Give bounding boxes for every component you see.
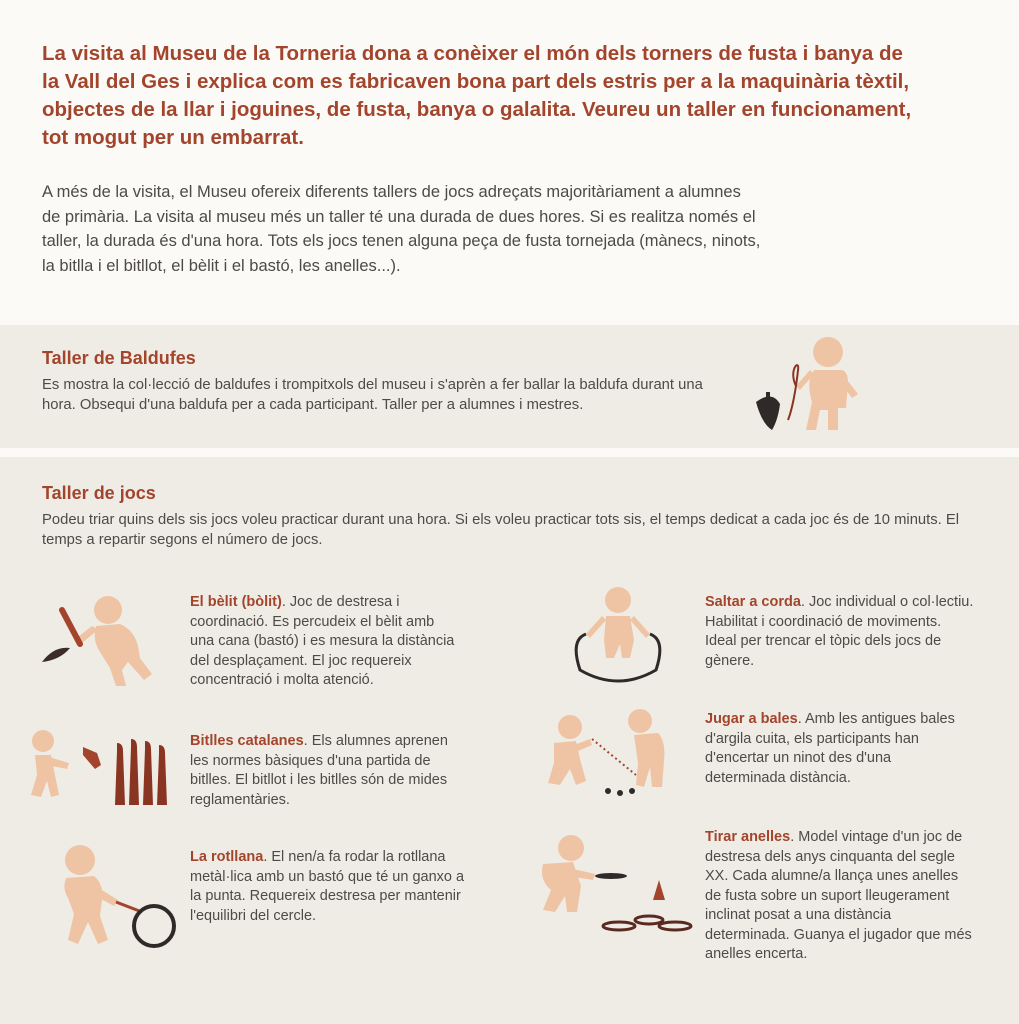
game-belit-text: . Joc de destresa i coordinació. Es percudeix el bèlit amb una cana (bastó) i es mesura la distància del desplaçament. El joc requereix concentració i molta atenció.: [190, 594, 455, 688]
game-corda-name: Saltar a corda: [705, 594, 801, 610]
game-anelles: [705, 828, 975, 965]
game-anelles-name: Tirar anelles: [705, 829, 791, 845]
game-bales-name: Jugar a bales: [705, 711, 798, 727]
rotllana-player-icon: [42, 840, 182, 960]
spinning-top-figure-icon: [748, 330, 878, 440]
intro-paragraph: A més de la visita, el Museu ofereix diferents tallers de jocs adreçats majoritàriament a alumnes de primària. La visita al museu més un taller té una durada de dues hores. Si es realitza només el taller, la durada és d'una hora. Tots els jocs tenen alguna peça de fusta tornejada (mànecs, ninots, la bitlla i el bitllot, el bèlit i el bastó, les anelles...).: [42, 183, 761, 275]
game-bales-text: . Amb les antigues bales d'argila cuita, els participants han d'encertar un ninot des d'una determinada distància.: [705, 711, 955, 786]
game-bales: [705, 710, 975, 788]
game-belit: [190, 593, 460, 691]
bitlles-player-icon: [25, 725, 175, 815]
game-bitlles-name: Bitlles catalanes: [190, 733, 304, 749]
game-rotllana: [190, 848, 470, 926]
game-belit-name: El bèlit (bòlit): [190, 594, 282, 610]
tirar-anelles-player-icon: [525, 830, 705, 940]
belit-player-icon: [40, 590, 180, 690]
baldufes-body: Es mostra la col·lecció de baldufes i trompitxols del museu i s'aprèn a fer ballar la baldufa durant una hora. Obsequi d'una baldufa per a cada participant. Taller per a alumnes i mestres.: [42, 377, 703, 413]
game-anelles-text: . Model vintage d'un joc de destresa dels anys cinquanta del segle XX. Cada alumne/a llança unes anelles de fusta sobre un suport lleugerament inclinat posat a una distància determinada. Guanya el jugador que més anelles encerta.: [705, 829, 972, 962]
saltar-corda-player-icon: [570, 580, 670, 690]
game-bitlles: [190, 732, 460, 810]
jugar-bales-players-icon: [540, 705, 690, 805]
game-corda: [705, 593, 975, 671]
jocs-title: Taller de jocs: [42, 483, 156, 503]
game-rotllana-text: . El nen/a fa rodar la rotllana metàl·lica amb un bastó que té un ganxo a la punta. Requereix destresa per mantenir l'equilibri del cercle.: [190, 849, 465, 924]
game-rotllana-name: La rotllana: [190, 849, 264, 865]
game-corda-text: . Joc individual o col·lectiu. Habilitat i coordinació de moviments. Ideal per trencar el tòpic dels jocs de gènere.: [705, 594, 974, 669]
lead-paragraph: La visita al Museu de la Torneria dona a conèixer el món dels torners de fusta i banya de la Vall del Ges i explica com es fabricaven bona part dels estris per a la maquinària tèxtil, objectes de la llar i joguines, de fusta, banya o galalita. Veureu un taller en funcionament, tot mogut per un embarrat.: [42, 42, 912, 149]
game-bitlles-text: . Els alumnes aprenen les normes bàsiques d'una partida de bitlles. El bitllot i les bitlles són de mides reglamentàries.: [190, 733, 448, 808]
baldufes-title: Taller de Baldufes: [42, 348, 196, 368]
jocs-body: Podeu triar quins dels sis jocs voleu practicar durant una hora. Si els voleu practicar tots sis, el temps dedicat a cada joc és de 10 minuts. El temps a repartir segons el número de jocs.: [42, 512, 960, 548]
